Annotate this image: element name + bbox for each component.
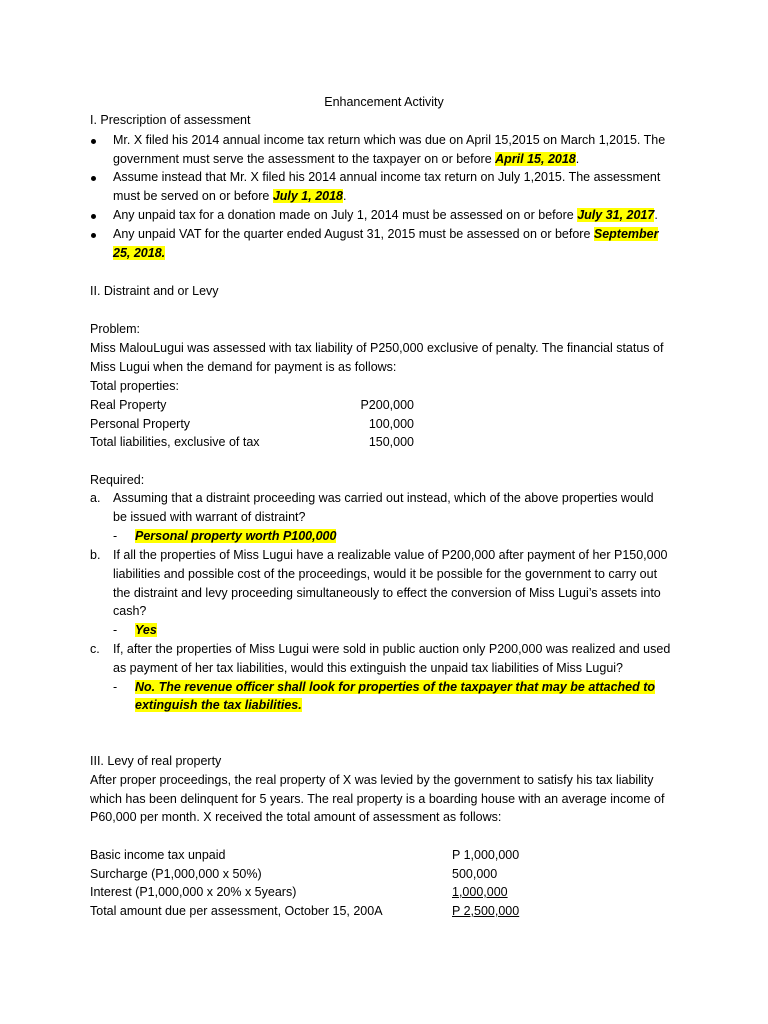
bullet-icon [91, 176, 96, 181]
section-3-heading: III. Levy of real property [90, 754, 222, 768]
property-row-value: P200,000 [360, 398, 414, 412]
assessment-row-label: Surcharge (P1,000,000 x 50%) [90, 867, 262, 881]
section-2-heading: II. Distraint and or Levy [90, 284, 219, 298]
bullet-2-line-1: Assume instead that Mr. X filed his 2014 annual income tax return on July 1,2015. The assessment [113, 170, 661, 184]
item-b-line-2: liabilities and possible cost of the proceedings, would it be possible for the government to carry out [113, 567, 658, 581]
highlight-answer: Yes [135, 623, 157, 637]
property-row-label: Personal Property [90, 417, 191, 431]
bullet-4-line-2 [113, 244, 165, 262]
item-b-dash: - [113, 623, 118, 637]
bullet-3: Any unpaid tax for a donation made on July 1, 2014 must be assessed on or before July 31, 2017. [113, 208, 658, 222]
section-1-heading: I. Prescription of assessment [90, 113, 251, 127]
bullet-4-line-1: Any unpaid VAT for the quarter ended August 31, 2015 must be assessed on or before September [113, 227, 659, 241]
item-b-line-4: cash? [113, 604, 147, 618]
highlight-answer: September [593, 227, 659, 241]
item-b-marker: b. [90, 548, 101, 562]
highlight-answer: extinguish the tax liabilities. [135, 698, 302, 712]
document-title: Enhancement Activity [324, 95, 444, 109]
total-properties-label: Total properties: [90, 379, 179, 393]
assessment-row-total: P 2,500,000 [452, 904, 520, 918]
bullet-icon [91, 214, 96, 219]
item-a-line-2: be issued with warrant of distraint? [113, 510, 306, 524]
bullet-icon [91, 233, 96, 238]
bullet-2-line-2: must be served on or before July 1, 2018. [113, 189, 347, 203]
item-c-answer-line-1 [135, 678, 655, 696]
item-b-line-3: the distraint and levy proceeding simultaneously to effect the conversion of Miss Lugui’s assets into [113, 586, 661, 600]
item-c-marker: c. [90, 642, 100, 656]
item-c-line-1: If, after the properties of Miss Lugui were sold in public auction only P200,000 was realized and used [113, 642, 671, 656]
item-a-answer [135, 527, 336, 545]
problem-line-1: Miss MalouLugui was assessed with tax liability of P250,000 exclusive of penalty. The financial status of [90, 341, 664, 355]
problem-line-2: Miss Lugui when the demand for payment is as follows: [90, 360, 397, 374]
property-row-value: 150,000 [368, 435, 414, 449]
item-a-line-1: Assuming that a distraint proceeding was carried out instead, which of the above properties would [113, 491, 654, 505]
section-3-line-1: After proper proceedings, the real property of X was levied by the government to satisfy his tax liability [90, 773, 654, 787]
assessment-row-value: P 1,000,000 [452, 848, 520, 862]
item-a-marker: a. [90, 491, 101, 505]
highlight-answer: April 15, 2018 [495, 152, 576, 166]
item-b-answer [135, 621, 157, 639]
item-c-answer-line-2 [135, 696, 302, 714]
property-row-label: Total liabilities, exclusive of tax [90, 435, 260, 449]
section-3-line-2: which has been delinquent for 5 years. The real property is a boarding house with an average income of [90, 792, 665, 806]
assessment-row-value: 1,000,000 [452, 885, 508, 899]
highlight-answer: No. The revenue officer shall look for properties of the taxpayer that may be attached to [135, 680, 656, 694]
item-c-dash: - [113, 680, 118, 694]
highlight-answer: 25, 2018. [113, 246, 166, 260]
property-row-label: Real Property [90, 398, 167, 412]
item-b-line-1: If all the properties of Miss Lugui have a realizable value of P200,000 after payment of her P150,000 [113, 548, 668, 562]
assessment-row-label: Basic income tax unpaid [90, 848, 226, 862]
bullet-icon [91, 139, 96, 144]
assessment-row-label: Total amount due per assessment, October 15, 200A [90, 904, 383, 918]
bullet-1-line-2: government must serve the assessment to the taxpayer on or before April 15, 2018. [113, 152, 580, 166]
highlight-answer: Personal property worth P100,000 [135, 529, 337, 543]
item-a-dash: - [113, 529, 118, 543]
property-row-value: 100,000 [368, 417, 414, 431]
highlight-answer: July 31, 2017 [577, 208, 655, 222]
assessment-row-label: Interest (P1,000,000 x 20% x 5years) [90, 885, 297, 899]
required-label: Required: [90, 473, 145, 487]
item-c-line-2: as payment of her tax liabilities, would this extinguish the unpaid tax liabilities of Miss Lugui? [113, 661, 623, 675]
bullet-1-line-1: Mr. X filed his 2014 annual income tax return which was due on April 15,2015 on March 1,2015. The [113, 133, 666, 147]
section-3-line-3: P60,000 per month. X received the total amount of assessment as follows: [90, 810, 502, 824]
highlight-answer: July 1, 2018 [272, 189, 344, 203]
assessment-row-value: 500,000 [452, 867, 498, 881]
problem-label: Problem: [90, 322, 141, 336]
